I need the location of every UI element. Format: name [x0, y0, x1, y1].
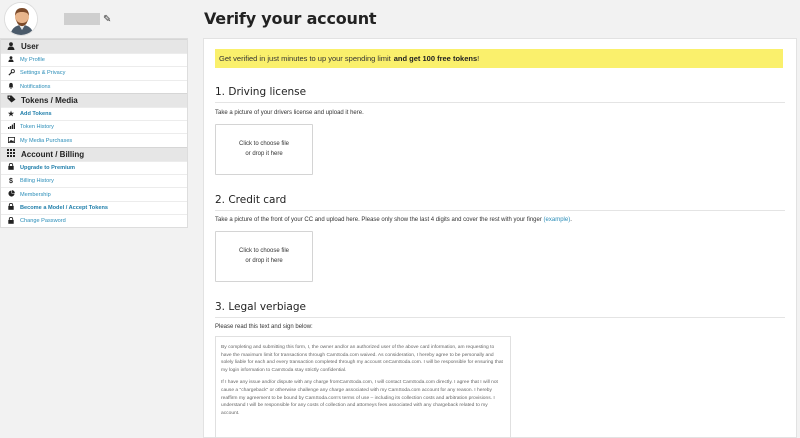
- dollar-icon: $: [9, 177, 13, 185]
- credit-card-instructions-text: Take a picture of the front of your CC and upload here. Please only show the last 4 digits and cover the rest with your finger: [215, 217, 542, 223]
- sidebar-item-label: Notifications: [20, 83, 51, 90]
- sidebar-item-upgrade-premium[interactable]: [1, 161, 187, 174]
- sidebar-item-label: My Media Purchases: [20, 137, 73, 144]
- dropzone-line1: Click to choose file: [238, 141, 290, 148]
- grid-icon: [6, 149, 16, 159]
- legal-verbiage-heading: 3. Legal verbiage: [215, 301, 306, 313]
- page-title: Verify your account: [204, 9, 377, 28]
- divider: [215, 102, 785, 103]
- sidebar-menu: [0, 38, 188, 228]
- section-user: [1, 39, 187, 53]
- legal-instructions: Please read this text and sign below:: [215, 324, 313, 330]
- credit-card-instructions: [215, 217, 572, 223]
- promo-banner: [215, 49, 783, 68]
- driving-license-dropzone[interactable]: [215, 124, 313, 175]
- section-title: Account / Billing: [21, 149, 85, 159]
- sidebar-item-label: Token History: [20, 124, 54, 131]
- sidebar-item-my-profile[interactable]: [1, 53, 187, 66]
- sidebar-item-membership[interactable]: [1, 187, 187, 200]
- lock-icon: [7, 217, 15, 226]
- sidebar-item-label: Become a Model / Accept Tokens: [20, 204, 108, 211]
- sidebar-item-label: Change Password: [20, 218, 66, 225]
- sidebar-item-label: Add Tokens: [20, 111, 52, 118]
- pie-icon: [7, 190, 15, 199]
- banner-end: !: [477, 54, 480, 63]
- divider: [215, 317, 785, 318]
- profile-header: [0, 0, 189, 38]
- banner-text: Get verified in just minutes to up your spending limit: [219, 54, 391, 63]
- driving-license-heading: 1. Driving license: [215, 86, 307, 98]
- tag-icon: [6, 95, 16, 105]
- username-redacted: [64, 13, 100, 25]
- star-icon: ★: [7, 111, 15, 119]
- wrench-icon: [7, 69, 15, 78]
- sidebar-item-label: Settings & Privacy: [20, 70, 66, 77]
- dropzone-line1: Click to choose file: [238, 248, 290, 255]
- lock-icon: [7, 203, 15, 212]
- bell-icon: [7, 82, 15, 91]
- section-account-billing: [1, 147, 187, 161]
- sidebar-item-label: Billing History: [20, 178, 54, 185]
- lock-icon: [7, 163, 15, 172]
- sidebar: [0, 0, 189, 438]
- driving-license-instructions: Take a picture of your drivers license and upload it here.: [215, 110, 364, 116]
- dropzone-line2: or drop it here: [245, 257, 283, 264]
- avatar[interactable]: [4, 2, 38, 36]
- verify-card: [203, 38, 797, 438]
- dropzone-line2: or drop it here: [245, 150, 283, 157]
- instructions-period: .: [570, 217, 572, 223]
- sidebar-item-change-password[interactable]: [1, 214, 187, 227]
- divider: [215, 210, 785, 211]
- legal-paragraph: If I have any issue and/or dispute with any charge fromCamSoda.com, I will contact CamSoda.com directly. I agree that I will not cause a "chargeback" or otherwise challenge any charge associated with my CamSoda.com account for any reason. I hereby reaffirm my agreement to be bound by CamSoda.com's terms of use – including its collection costs and arbitration provisions. I understand I will be responsible for any costs of collection and attorneys fees associated with any chargeback related to my account.: [221, 380, 498, 416]
- legal-paragraph: By completing and submitting this form, I, the owner and/or an authorized user of the above card information, am requesting to have the maximum limit for transactions through CamSoda.com waived. As consideration, I hereby agree to be personally and solely liable for each and every transaction completed through my account onCamSoda.com. I will be responsible for ensuring that my login information to CamSoda stay strictly confidential.: [221, 345, 503, 373]
- example-link[interactable]: (example): [543, 217, 571, 223]
- sidebar-item-add-tokens[interactable]: [1, 107, 187, 120]
- sidebar-item-notifications[interactable]: [1, 80, 187, 93]
- sidebar-item-settings-privacy[interactable]: [1, 66, 187, 79]
- user-icon: [6, 42, 16, 52]
- sidebar-item-billing-history[interactable]: [1, 174, 187, 187]
- credit-card-heading: 2. Credit card: [215, 194, 287, 206]
- legal-text-box[interactable]: [215, 336, 511, 438]
- image-icon: [7, 137, 15, 145]
- sidebar-item-label: My Profile: [20, 57, 45, 64]
- sidebar-item-token-history[interactable]: [1, 120, 187, 133]
- sidebar-item-my-media-purchases[interactable]: [1, 133, 187, 146]
- section-tokens-media: [1, 93, 187, 107]
- pencil-icon[interactable]: ✎: [103, 13, 112, 25]
- sidebar-item-become-model[interactable]: [1, 201, 187, 214]
- section-title: User: [21, 42, 39, 51]
- banner-bold-text: and get 100 free tokens: [393, 54, 478, 63]
- sidebar-item-label: Upgrade to Premium: [20, 164, 76, 171]
- credit-card-dropzone[interactable]: [215, 231, 313, 282]
- user-icon: [7, 56, 15, 64]
- sidebar-item-label: Membership: [20, 191, 51, 198]
- bar-chart-icon: [7, 123, 15, 131]
- section-title: Tokens / Media: [21, 95, 78, 105]
